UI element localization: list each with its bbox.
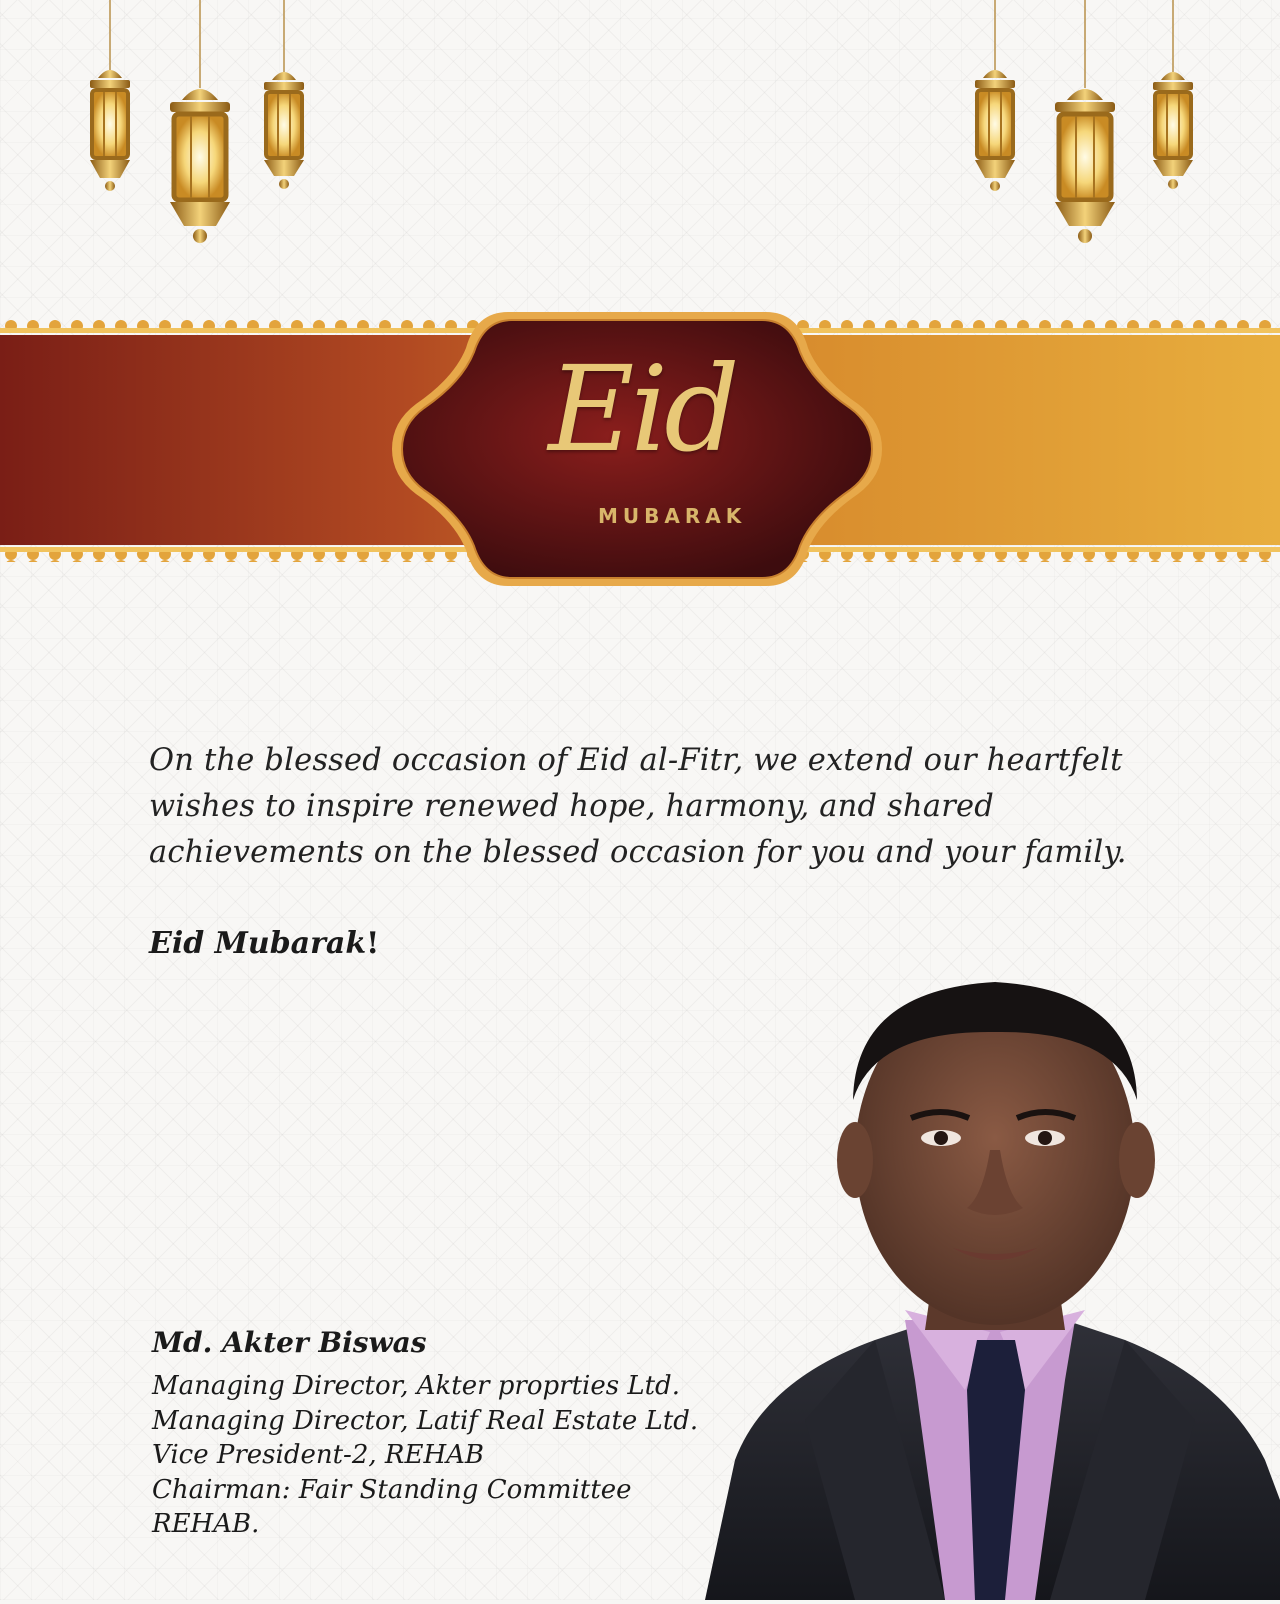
- greeting-text: Eid Mubarak: [149, 926, 367, 961]
- signature-block: [152, 1326, 752, 1542]
- lanterns-left: [70, 0, 330, 260]
- greeting-message: [149, 738, 1149, 876]
- signatory-title: REHAB.: [152, 1509, 260, 1539]
- eid-mubarak-greeting: [149, 926, 379, 961]
- message-line: achievements on the blessed occasion for you and your family.: [149, 835, 1127, 870]
- signatory-title: Chairman: Fair Standing Committee: [152, 1474, 632, 1505]
- greeting-punct: !: [366, 926, 380, 961]
- signatory-name: Md. Akter Biswas: [152, 1326, 427, 1359]
- hanging-lantern-icon: [70, 0, 330, 260]
- eid-mubarak-emblem: [388, 308, 886, 590]
- hanging-lantern-icon: [955, 0, 1215, 260]
- eid-script-title: Eid: [548, 340, 736, 478]
- message-line: On the blessed occasion of Eid al-Fitr, we extend our heartfelt: [149, 743, 1123, 778]
- mubarak-subtitle: MUBARAK: [598, 504, 747, 528]
- message-line: wishes to inspire renewed hope, harmony, and shared: [149, 789, 994, 824]
- signatory-title: Vice President-2, REHAB: [152, 1440, 485, 1470]
- signatory-title: Managing Director, Latif Real Estate Ltd.: [152, 1405, 699, 1436]
- person-portrait: [705, 960, 1280, 1600]
- lanterns-right: [955, 0, 1215, 260]
- signatory-title: Managing Director, Akter proprties Ltd.: [152, 1371, 680, 1401]
